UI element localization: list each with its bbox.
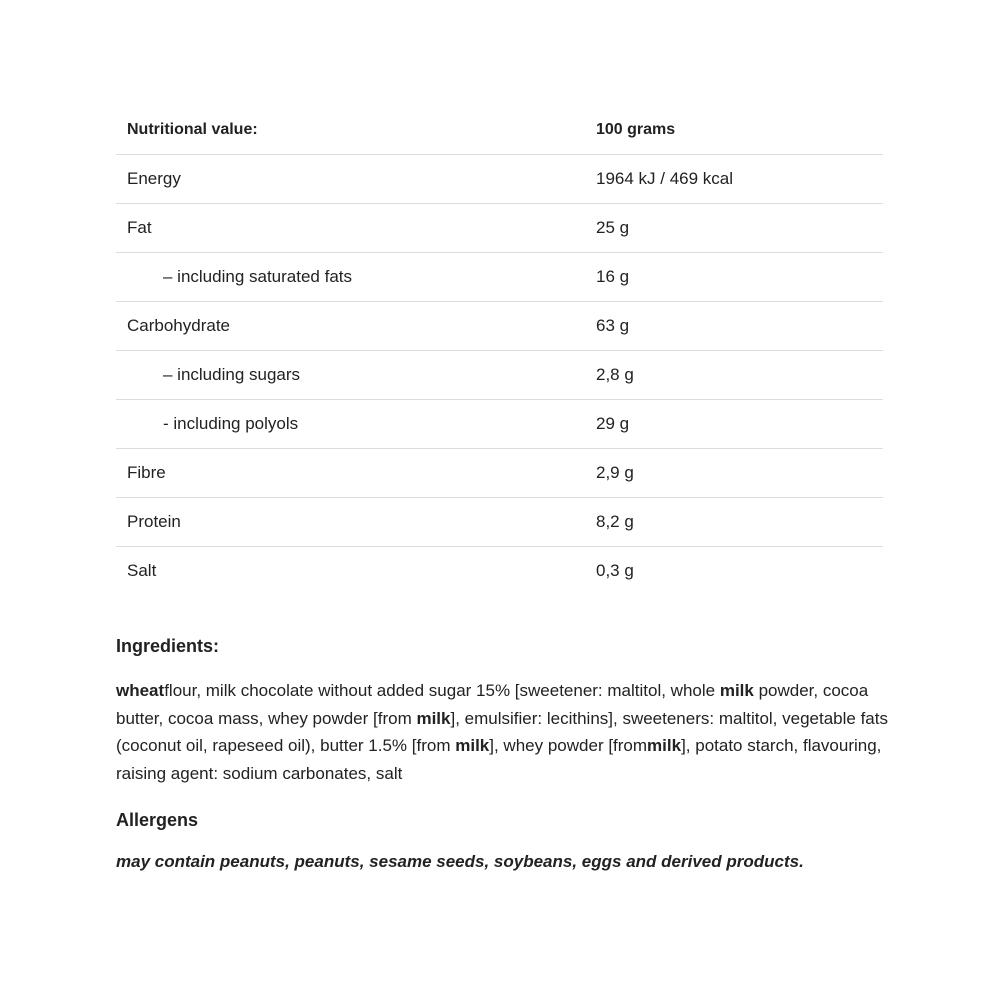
ingredients-heading: Ingredients: <box>116 636 220 656</box>
table-row <box>116 547 883 596</box>
nutrient-label: Energy <box>116 155 585 204</box>
nutrition-table <box>116 106 883 595</box>
nutrition-header-row <box>116 106 883 155</box>
allergens-text: may contain peanuts, peanuts, sesame seeds, soybeans, eggs and derived products. <box>116 852 804 871</box>
nutrient-value: 8,2 g <box>585 498 883 547</box>
ingredients-segment: ], whey powder [from <box>489 736 648 755</box>
nutrient-label: Carbohydrate <box>116 302 585 351</box>
allergen-highlight: wheat <box>116 681 165 700</box>
allergen-highlight: milk <box>719 681 754 700</box>
nutrition-header-label: Nutritional value: <box>116 106 585 155</box>
nutrient-value: 2,8 g <box>585 351 883 400</box>
nutrient-sublabel: – including saturated fats <box>116 253 585 302</box>
allergen-highlight: milk <box>416 708 451 728</box>
nutrient-value: 0,3 g <box>596 561 634 580</box>
nutrient-value: 2,9 g <box>585 449 883 498</box>
nutrient-value: 29 g <box>585 400 883 449</box>
table-row <box>116 449 883 498</box>
allergen-highlight: milk <box>647 736 682 755</box>
table-row <box>116 204 883 253</box>
table-row <box>116 253 883 302</box>
ingredients-segment: powder, cocoa butter, cocoa mass, whey powder [from <box>116 681 869 728</box>
nutrition-table-body <box>116 155 883 596</box>
ingredients-text <box>116 677 896 787</box>
table-row <box>116 302 883 351</box>
nutrient-label: Fibre <box>116 449 585 498</box>
ingredients-segment: flour, milk chocolate without added sugar 15% [sweetener: maltitol, whole <box>164 681 720 700</box>
nutrient-value: 1964 kJ / 469 kcal <box>585 155 883 204</box>
ingredients-segment: ], potato starch, flavouring, raising agent: sodium carbonates, salt <box>116 736 882 783</box>
allergen-highlight: milk <box>455 736 490 755</box>
table-row <box>116 351 883 400</box>
nutrition-header-value: 100 grams <box>585 106 883 155</box>
nutrient-sublabel: - including polyols <box>116 400 585 449</box>
nutrient-value: 25 g <box>585 204 883 253</box>
nutrient-sublabel: – including sugars <box>116 351 585 400</box>
nutrient-label: Salt <box>127 561 157 580</box>
nutrient-label: Fat <box>116 204 585 253</box>
table-row <box>116 498 883 547</box>
table-row <box>116 155 883 204</box>
nutrient-label: Protein <box>116 498 585 547</box>
ingredients-segment: ], emulsifier: lecithins], sweeteners: maltitol, vegetable fats (coconut oil, rapeseed oil), butter 1.5% [from <box>116 708 888 755</box>
nutrient-value: 16 g <box>585 253 883 302</box>
nutrient-value: 63 g <box>585 302 883 351</box>
allergens-heading: Allergens <box>116 810 199 830</box>
table-row <box>116 400 883 449</box>
